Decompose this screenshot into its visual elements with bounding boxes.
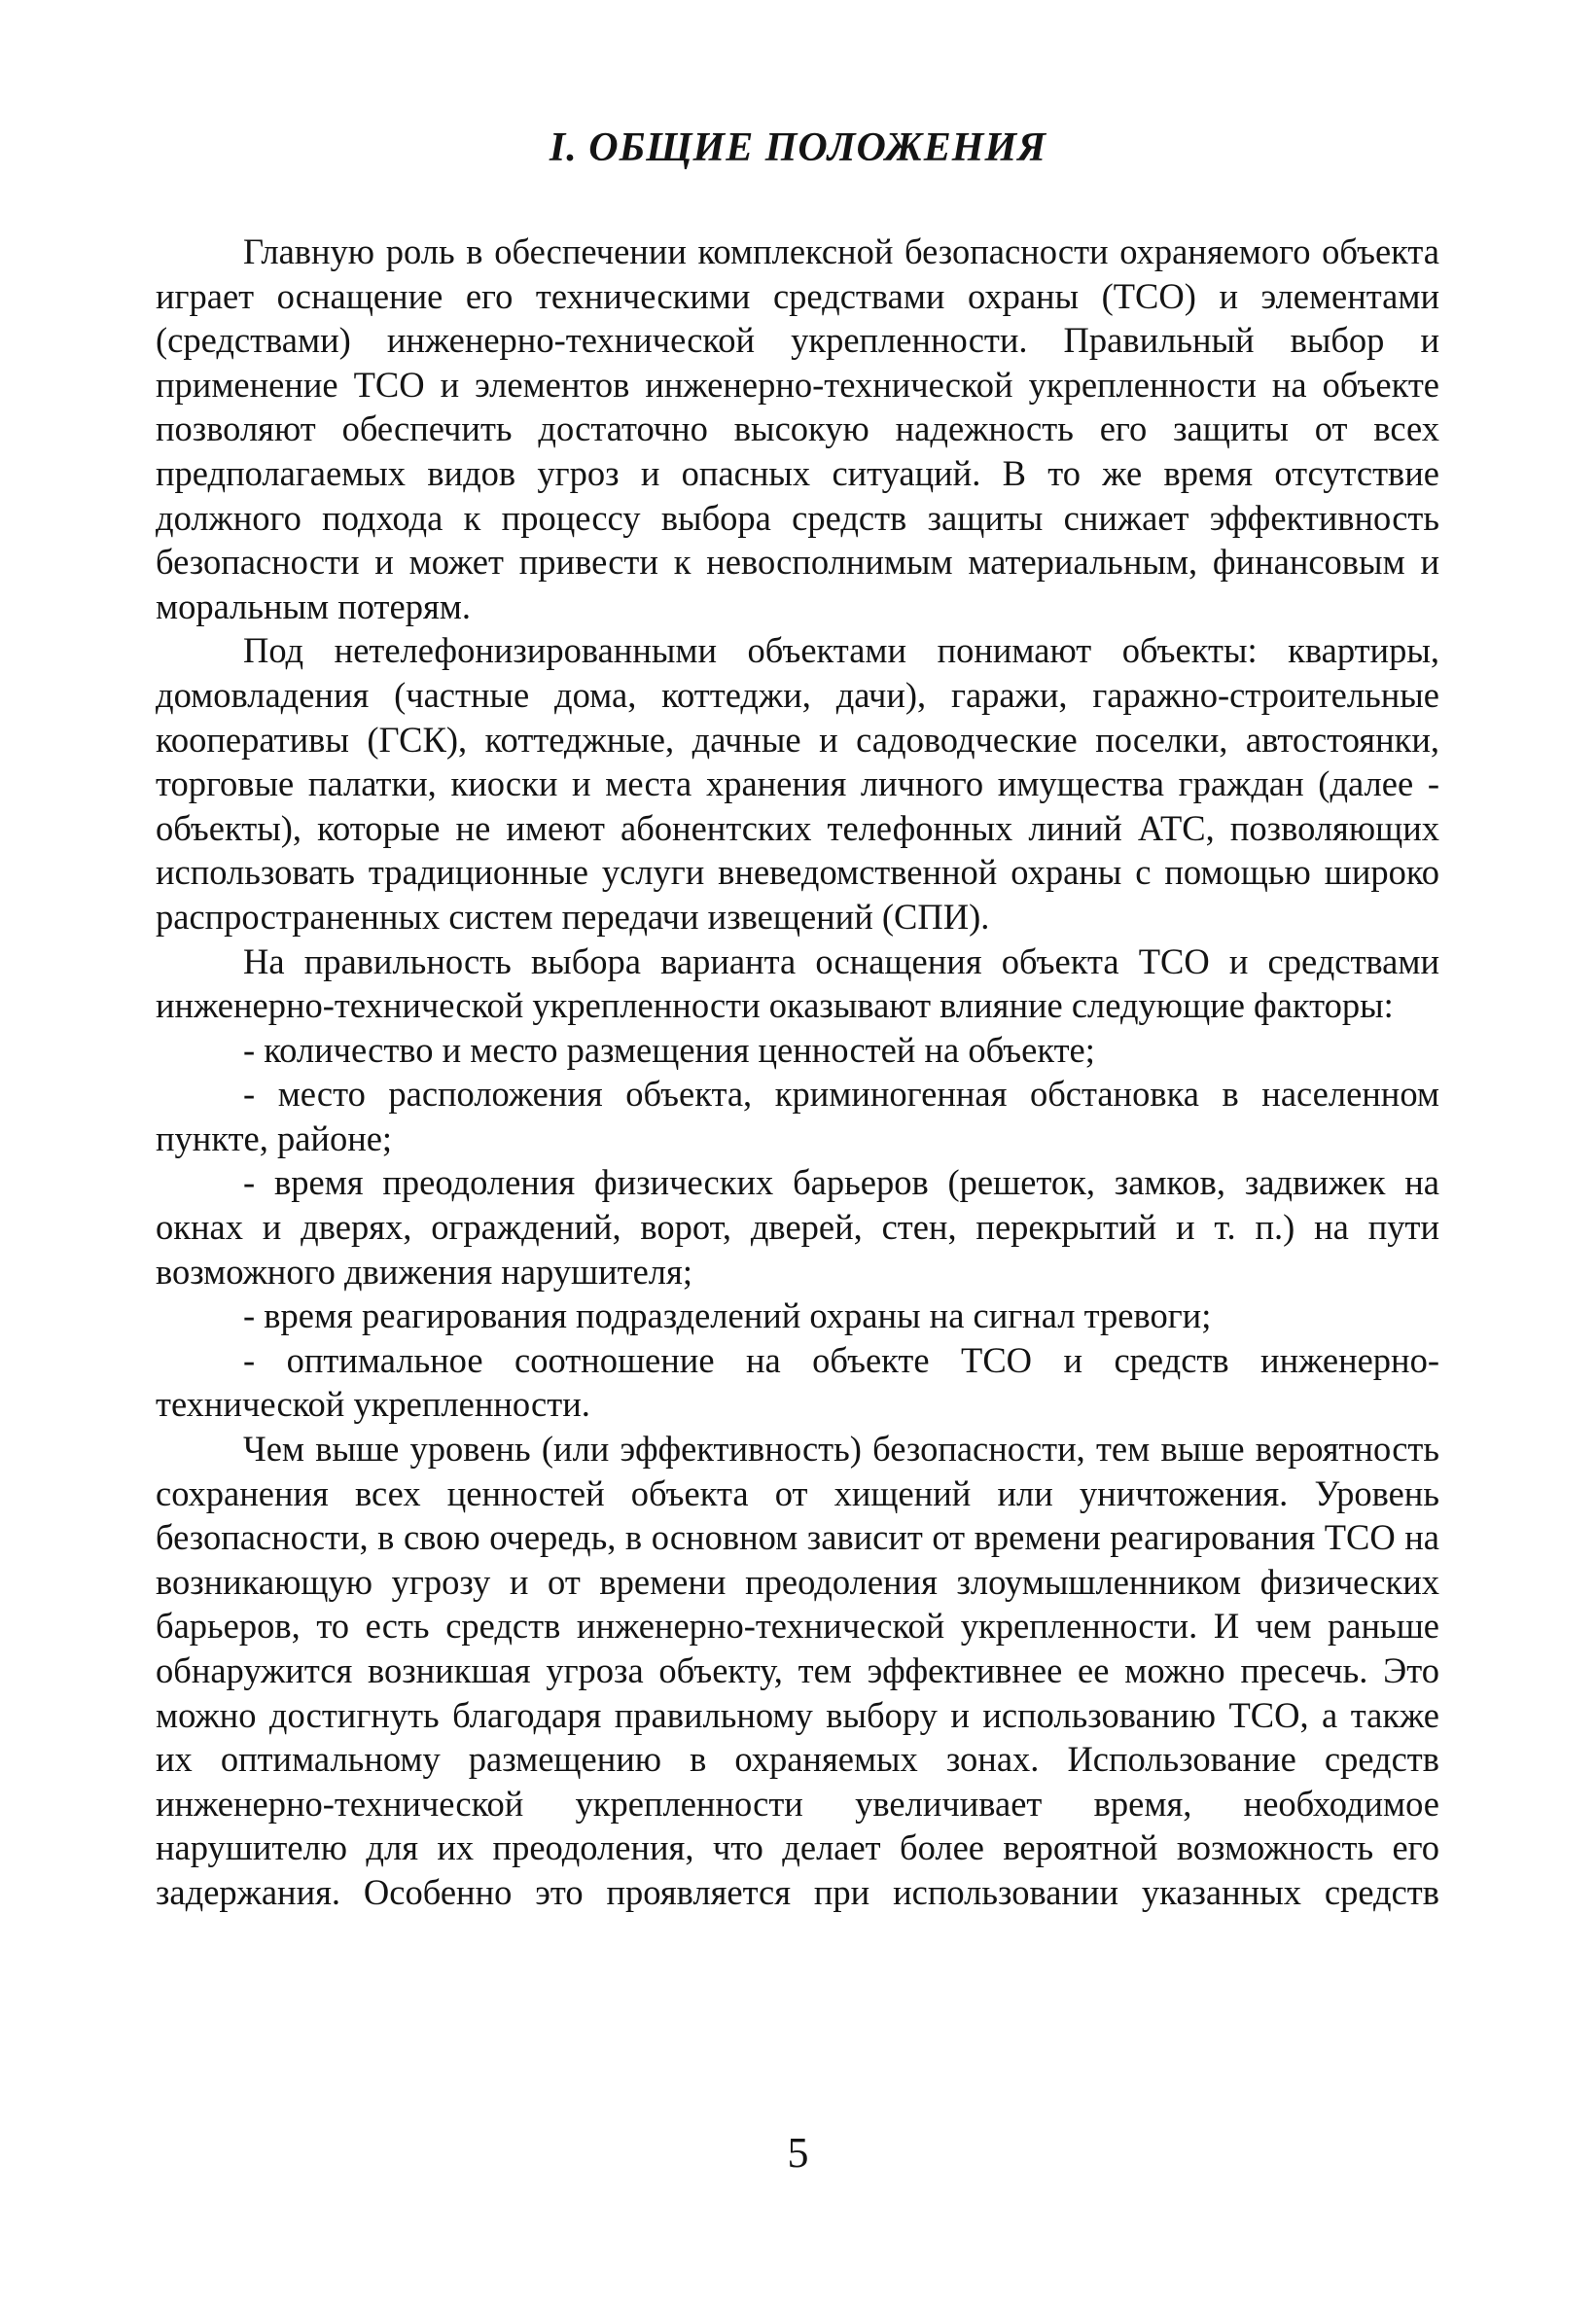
body-text: [156, 230, 1439, 1915]
paragraph-factors-intro: На правильность выбора варианта оснащения объекта ТСО и средствами инженерно-технической укрепленности оказывают влияние следующие факторы:: [156, 940, 1439, 1026]
paragraph-definition: Под нетелефонизированными объектами понимают объекты: квартиры, домовладения (частные дома, коттеджи, дачи), гаражи, гаражно-строительные кооперативы (ГСК), коттеджные, дачные и садоводческие поселки, автостоянки, торговые палатки, киоски и места хранения личного имущества граждан (далее - объекты), которые не имеют абонентских телефонных линий АТС, позволяющих использовать традиционные услуги вневедомственной охраны с помощью широко распространенных систем передачи извещений (СПИ).: [156, 630, 1439, 937]
paragraph-main-role: Главную роль в обеспечении комплексной безопасности охраняемого объекта играет оснащение его техническими средствами охраны (ТСО) и элементами (средствами) инженерно-технической укрепленности. Правильный выбор и применение ТСО и элементов инженерно-технической укрепленности на объекте позволяют обеспечить достаточно высокую надежность его защиты от всех предполагаемых видов угроз и опасных ситуаций. В то же время отсутствие должного подхода к процессу выбора средств защиты снижает эффективность безопасности и может привести к невосполнимым материальным, финансовым и моральным потерям.: [156, 231, 1439, 626]
section-title: I. ОБЩИЕ ПОЛОЖЕНИЯ: [549, 125, 1047, 170]
list-item-location: - место расположения объекта, криминогенная обстановка в населенном пункте, районе;: [156, 1074, 1439, 1158]
list-item-barriers: - время преодоления физических барьеров (решеток, замков, задвижек на окнах и дверях, ограждений, ворот, дверей, стен, перекрытий и т. п.) на пути возможного движения нарушителя;: [156, 1162, 1439, 1292]
list-item-valuables: - количество и место размещения ценностей на объекте;: [243, 1029, 1095, 1070]
page-number: 5: [787, 2129, 809, 2177]
list-item-ratio: - оптимальное соотношение на объекте ТСО и средств инженерно-технической укрепленности.: [156, 1339, 1439, 1425]
paragraph-security-level: Чем выше уровень (или эффективность) безопасности, тем выше вероятность сохранения всех ценностей объекта от хищений или уничтожения. Уровень безопасности, в свою очередь, в основном зависит от времени реагирования ТСО на возникающую угрозу и от времени преодоления злоумышленником физических барьеров, то есть средств инженерно-технической укрепленности. И чем раньше обнаружится возникшая угроза объекту, тем эффективнее ее можно пресечь. Это можно достигнуть благодаря правильному выбору и использованию ТСО, а также их оптимальному размещению в охраняемых зонах. Использование средств инженерно-технической укрепленности увеличивает время, необходимое нарушителю для их преодоления, что делает более вероятной возможность его задержания. Особенно это проявляется при использовании указанных средств: [156, 1429, 1439, 1912]
list-item-response-time: - время реагирования подразделений охраны на сигнал тревоги;: [243, 1295, 1212, 1336]
